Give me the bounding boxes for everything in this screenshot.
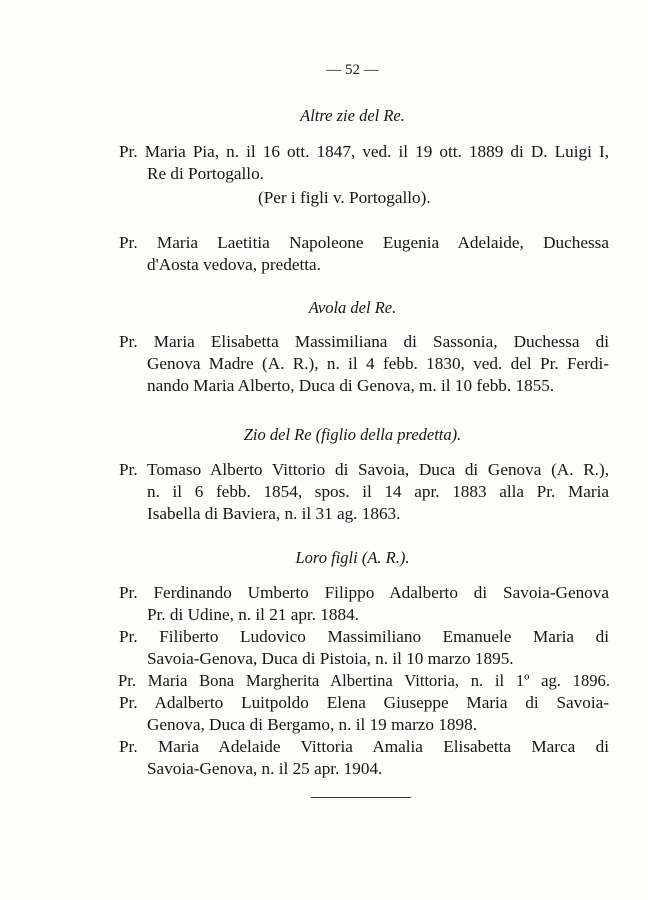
entry-line: Genova, Duca di Bergamo, n. il 19 marzo 1898. [147, 715, 477, 734]
entry-maria-laetitia [119, 232, 609, 276]
entry-line: Pr. Adalberto Luitpoldo Elena Giuseppe Maria di Savoia- [119, 693, 609, 712]
entry-line: Savoia-Genova, Duca di Pistoia, n. il 10 marzo 1895. [147, 649, 514, 668]
closing-rule [311, 797, 411, 798]
entry-maria-bona [118, 670, 610, 692]
entry-line: d'Aosta vedova, predetta. [147, 255, 321, 274]
entry-maria-elisabetta [119, 331, 609, 397]
entry-line: Pr. Maria Pia, n. il 16 ott. 1847, ved. il 19 ott. 1889 di D. Luigi I, [119, 142, 609, 161]
entry-filiberto [119, 626, 609, 670]
entry-line: Pr. Maria Laetitia Napoleone Eugenia Adelaide, Duchessa [119, 233, 609, 252]
entry-line: Isabella di Baviera, n. il 31 ag. 1863. [147, 504, 401, 523]
section-heading-avola: Avola del Re. [308, 298, 397, 317]
section-heading-zio: Zio del Re (figlio della predetta). [243, 425, 462, 444]
entry-line: Pr. Maria Elisabetta Massimiliana di Sassonia, Duchessa di [119, 332, 609, 351]
entry-line: Pr. Filiberto Ludovico Massimiliano Emanuele Maria di [119, 627, 609, 646]
entry-line: Pr. Tomaso Alberto Vittorio di Savoia, Duca di Genova (A. R.), [119, 460, 609, 479]
entry-tomaso [119, 459, 609, 525]
entry-line: Pr. Maria Bona Margherita Albertina Vittoria, n. il 1º ag. 1896. [118, 671, 610, 690]
entry-adalberto [119, 692, 609, 736]
entry-line: Re di Portogallo. [147, 164, 264, 183]
entry-line: Pr. Ferdinando Umberto Filippo Adalberto di Savoia-Genova [119, 583, 609, 602]
entry-line: n. il 6 febb. 1854, spos. il 14 apr. 1883 alla Pr. Maria [147, 482, 609, 501]
section-heading-loro-figli: Loro figli (A. R.). [295, 548, 410, 567]
page-number: — 52 — [326, 62, 379, 78]
entry-line: Genova Madre (A. R.), n. il 4 febb. 1830, ved. del Pr. Ferdi- [147, 354, 609, 373]
section-heading-altre-zie: Altre zie del Re. [300, 106, 405, 125]
entry-line: Pr. di Udine, n. il 21 apr. 1884. [147, 605, 359, 624]
entry-maria-adelaide [119, 736, 609, 780]
entry-line: nando Maria Alberto, Duca di Genova, m. il 10 febb. 1855. [147, 376, 555, 395]
entry-ferdinando [119, 582, 609, 626]
entry-maria-pia [119, 141, 609, 185]
entry-line: Pr. Maria Adelaide Vittoria Amalia Elisabetta Marca di [119, 737, 609, 756]
note-figli: (Per i figli v. Portogallo). [258, 188, 431, 207]
entry-line: Savoia-Genova, n. il 25 apr. 1904. [147, 759, 383, 778]
